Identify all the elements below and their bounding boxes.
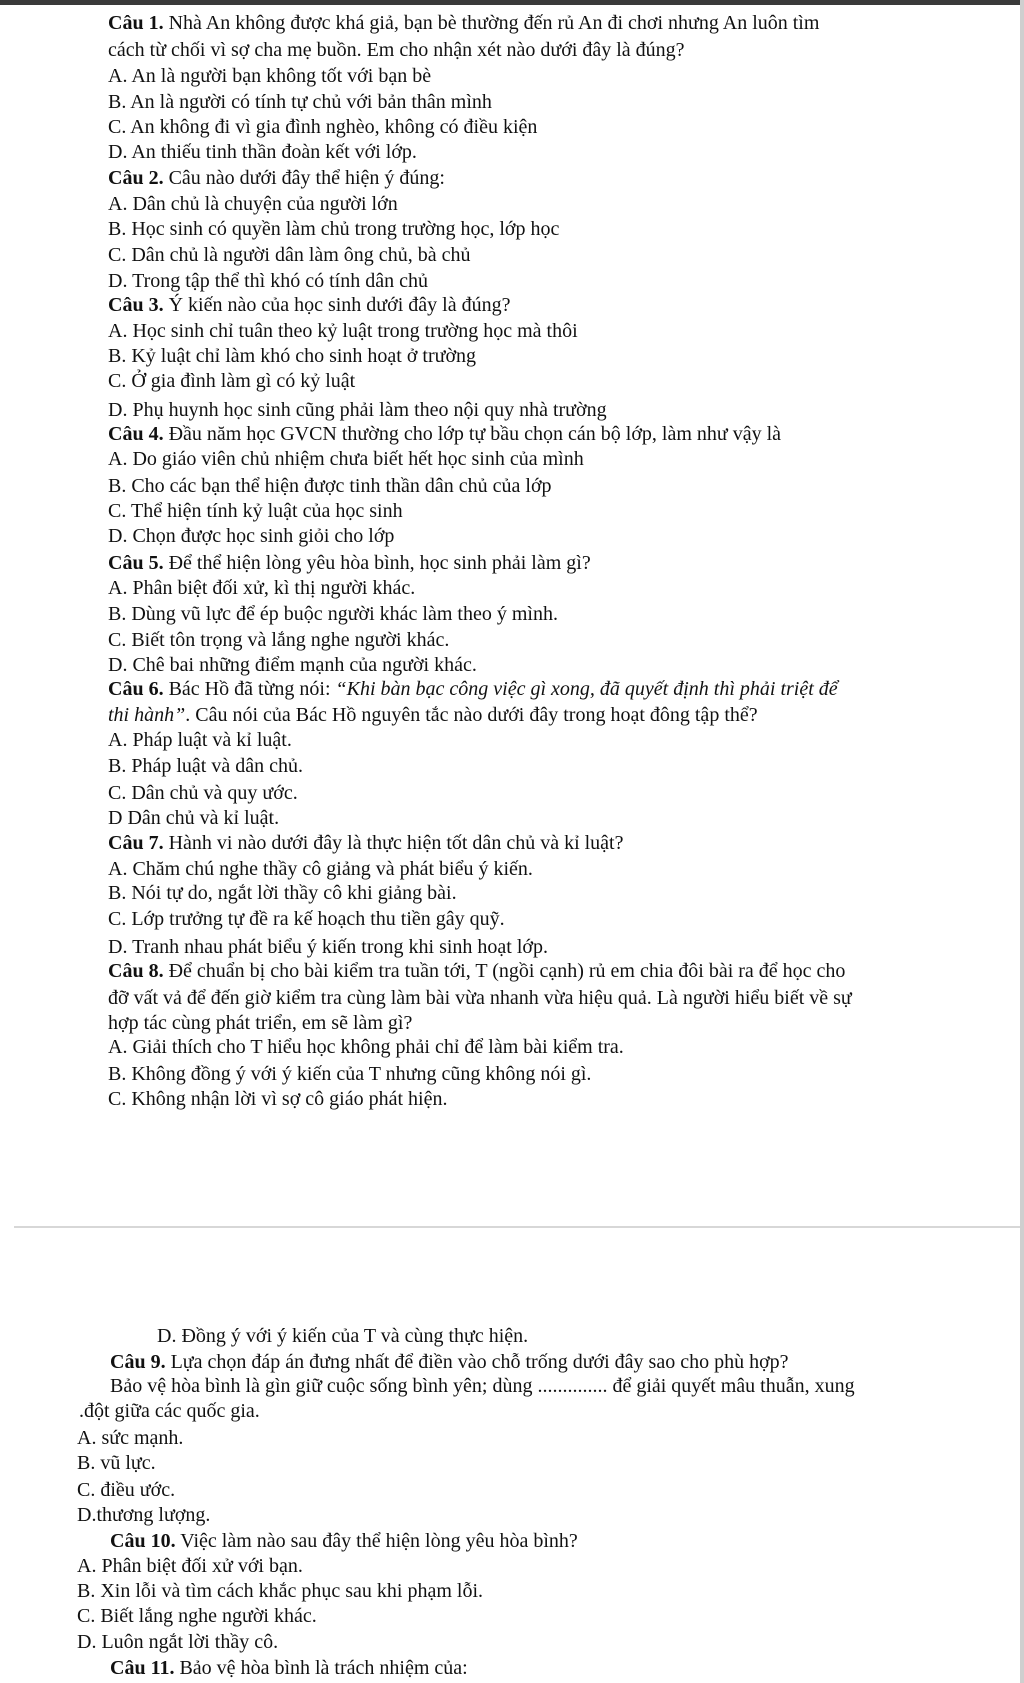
- question-10: Câu 10. Việc làm nào sau đây thể hiện lòng yêu hòa bình?: [110, 1530, 578, 1552]
- question-1-option-a: A. An là người bạn không tốt với bạn bè: [108, 65, 432, 87]
- question-6: Câu 6. Bác Hồ đã từng nói: “Khi bàn bạc công việc gì xong, đã quyết định thì phải triệt để: [108, 678, 838, 700]
- question-5-option-c: C. Biết tôn trọng và lắng nghe người khác.: [108, 629, 450, 651]
- top-border: [0, 0, 1024, 5]
- question-7-option-d: D. Tranh nhau phát biểu ý kiến trong khi sinh hoạt lớp.: [108, 936, 548, 958]
- question-8: Câu 8. Để chuẩn bị cho bài kiểm tra tuần tới, T (ngồi cạnh) rủ em chia đôi bài ra để học cho: [108, 960, 846, 982]
- question-2: Câu 2. Câu nào dưới đây thể hiện ý đúng:: [108, 167, 445, 189]
- question-1-option-c: C. An không đi vì gia đình nghèo, không có điều kiện: [108, 116, 538, 138]
- question-9-continued: Bảo vệ hòa bình là gìn giữ cuộc sống bình yên; dùng .............. để giải quyết mâu thuẫn, xung: [110, 1375, 855, 1397]
- question-5-option-a: A. Phân biệt đối xử, kì thị người khác.: [108, 577, 416, 599]
- page-divider: [14, 1226, 1020, 1228]
- question-6-option-d: D Dân chủ và kỉ luật.: [108, 807, 280, 829]
- question-11: Câu 11. Bảo vệ hòa bình là trách nhiệm của:: [110, 1657, 468, 1679]
- question-8-option-d: D. Đồng ý với ý kiến của T và cùng thực hiện.: [157, 1325, 529, 1347]
- question-8-continued-2: hợp tác cùng phát triển, em sẽ làm gì?: [108, 1012, 413, 1034]
- question-9-continued-2: .đột giữa các quốc gia.: [79, 1400, 260, 1422]
- question-4-option-a: A. Do giáo viên chủ nhiệm chưa biết hết học sinh của mình: [108, 448, 584, 470]
- question-4-option-c: C. Thể hiện tính kỷ luật của học sinh: [108, 500, 403, 522]
- question-5-option-d: D. Chê bai những điểm mạnh của người khác.: [108, 654, 477, 676]
- question-7-option-a: A. Chăm chú nghe thầy cô giảng và phát biểu ý kiến.: [108, 858, 533, 880]
- question-3-option-d: D. Phụ huynh học sinh cũng phải làm theo nội quy nhà trường: [108, 399, 607, 421]
- question-3-option-a: A. Học sinh chỉ tuân theo kỷ luật trong trường học mà thôi: [108, 320, 578, 342]
- question-1-option-d: D. An thiếu tinh thần đoàn kết với lớp.: [108, 141, 417, 163]
- question-9-option-a: A. sức mạnh.: [77, 1427, 184, 1449]
- question-5-option-b: B. Dùng vũ lực để ép buộc người khác làm theo ý mình.: [108, 603, 558, 625]
- question-3: Câu 3. Ý kiến nào của học sinh dưới đây là đúng?: [108, 294, 511, 316]
- question-4-option-b: B. Cho các bạn thể hiện được tinh thần dân chủ của lớp: [108, 475, 552, 497]
- question-1-option-b: B. An là người có tính tự chủ với bản thân mình: [108, 91, 492, 113]
- question-9-option-d: D.thương lượng.: [77, 1504, 211, 1526]
- question-8-continued: đỡ vất vả để đến giờ kiểm tra cùng làm bài vừa nhanh vừa hiệu quả. Là người hiểu biết về sự: [108, 987, 852, 1009]
- question-7-option-c: C. Lớp trưởng tự đề ra kế hoạch thu tiền gây quỹ.: [108, 908, 505, 930]
- question-2-option-c: C. Dân chủ là người dân làm ông chủ, bà chủ: [108, 244, 471, 266]
- question-2-option-a: A. Dân chủ là chuyện của người lớn: [108, 193, 398, 215]
- question-6-option-c: C. Dân chủ và quy ước.: [108, 782, 298, 804]
- question-2-option-d: D. Trong tập thể thì khó có tính dân chủ: [108, 270, 428, 292]
- question-3-option-b: B. Kỷ luật chỉ làm khó cho sinh hoạt ở trường: [108, 345, 477, 367]
- question-6-option-b: B. Pháp luật và dân chủ.: [108, 755, 303, 777]
- question-5: Câu 5. Để thể hiện lòng yêu hòa bình, học sinh phải làm gì?: [108, 552, 591, 574]
- question-1-continued: cách từ chối vì sợ cha mẹ buồn. Em cho nhận xét nào dưới đây là đúng?: [108, 39, 685, 61]
- question-6-continued: thi hành”. Câu nói của Bác Hồ nguyên tắc nào dưới đây trong hoạt đông tập thể?: [108, 704, 758, 726]
- question-4-option-d: D. Chọn được học sinh giỏi cho lớp: [108, 525, 395, 547]
- question-6-option-a: A. Pháp luật và kỉ luật.: [108, 729, 292, 751]
- question-7-option-b: B. Nói tự do, ngắt lời thầy cô khi giảng bài.: [108, 882, 457, 904]
- question-3-option-c: C. Ở gia đình làm gì có kỷ luật: [108, 370, 356, 392]
- question-8-option-c: C. Không nhận lời vì sợ cô giáo phát hiện.: [108, 1088, 448, 1110]
- question-10-option-a: A. Phân biệt đối xử với bạn.: [77, 1555, 303, 1577]
- question-4: Câu 4. Đầu năm học GVCN thường cho lớp tự bầu chọn cán bộ lớp, làm như vậy là: [108, 423, 782, 445]
- question-10-option-d: D. Luôn ngắt lời thầy cô.: [77, 1631, 279, 1653]
- question-2-option-b: B. Học sinh có quyền làm chủ trong trường học, lớp học: [108, 218, 560, 240]
- question-10-option-c: C. Biết lắng nghe người khác.: [77, 1605, 317, 1627]
- question-7: Câu 7. Hành vi nào dưới đây là thực hiện tốt dân chủ và kỉ luật?: [108, 832, 624, 854]
- right-edge: [1020, 0, 1024, 1683]
- question-9: Câu 9. Lựa chọn đáp án đưng nhất để điền vào chỗ trống dưới đây sao cho phù hợp?: [110, 1351, 789, 1373]
- question-9-option-c: C. điều ước.: [77, 1479, 176, 1501]
- question-9-option-b: B. vũ lực.: [77, 1452, 156, 1474]
- question-1: Câu 1. Nhà An không được khá giả, bạn bè thường đến rủ An đi chơi nhưng An luôn tìm: [108, 12, 820, 34]
- question-8-option-b: B. Không đồng ý với ý kiến của T nhưng cũng không nói gì.: [108, 1063, 592, 1085]
- question-8-option-a: A. Giải thích cho T hiểu học không phải chỉ để làm bài kiểm tra.: [108, 1036, 624, 1058]
- question-10-option-b: B. Xin lỗi và tìm cách khắc phục sau khi phạm lỗi.: [77, 1580, 484, 1602]
